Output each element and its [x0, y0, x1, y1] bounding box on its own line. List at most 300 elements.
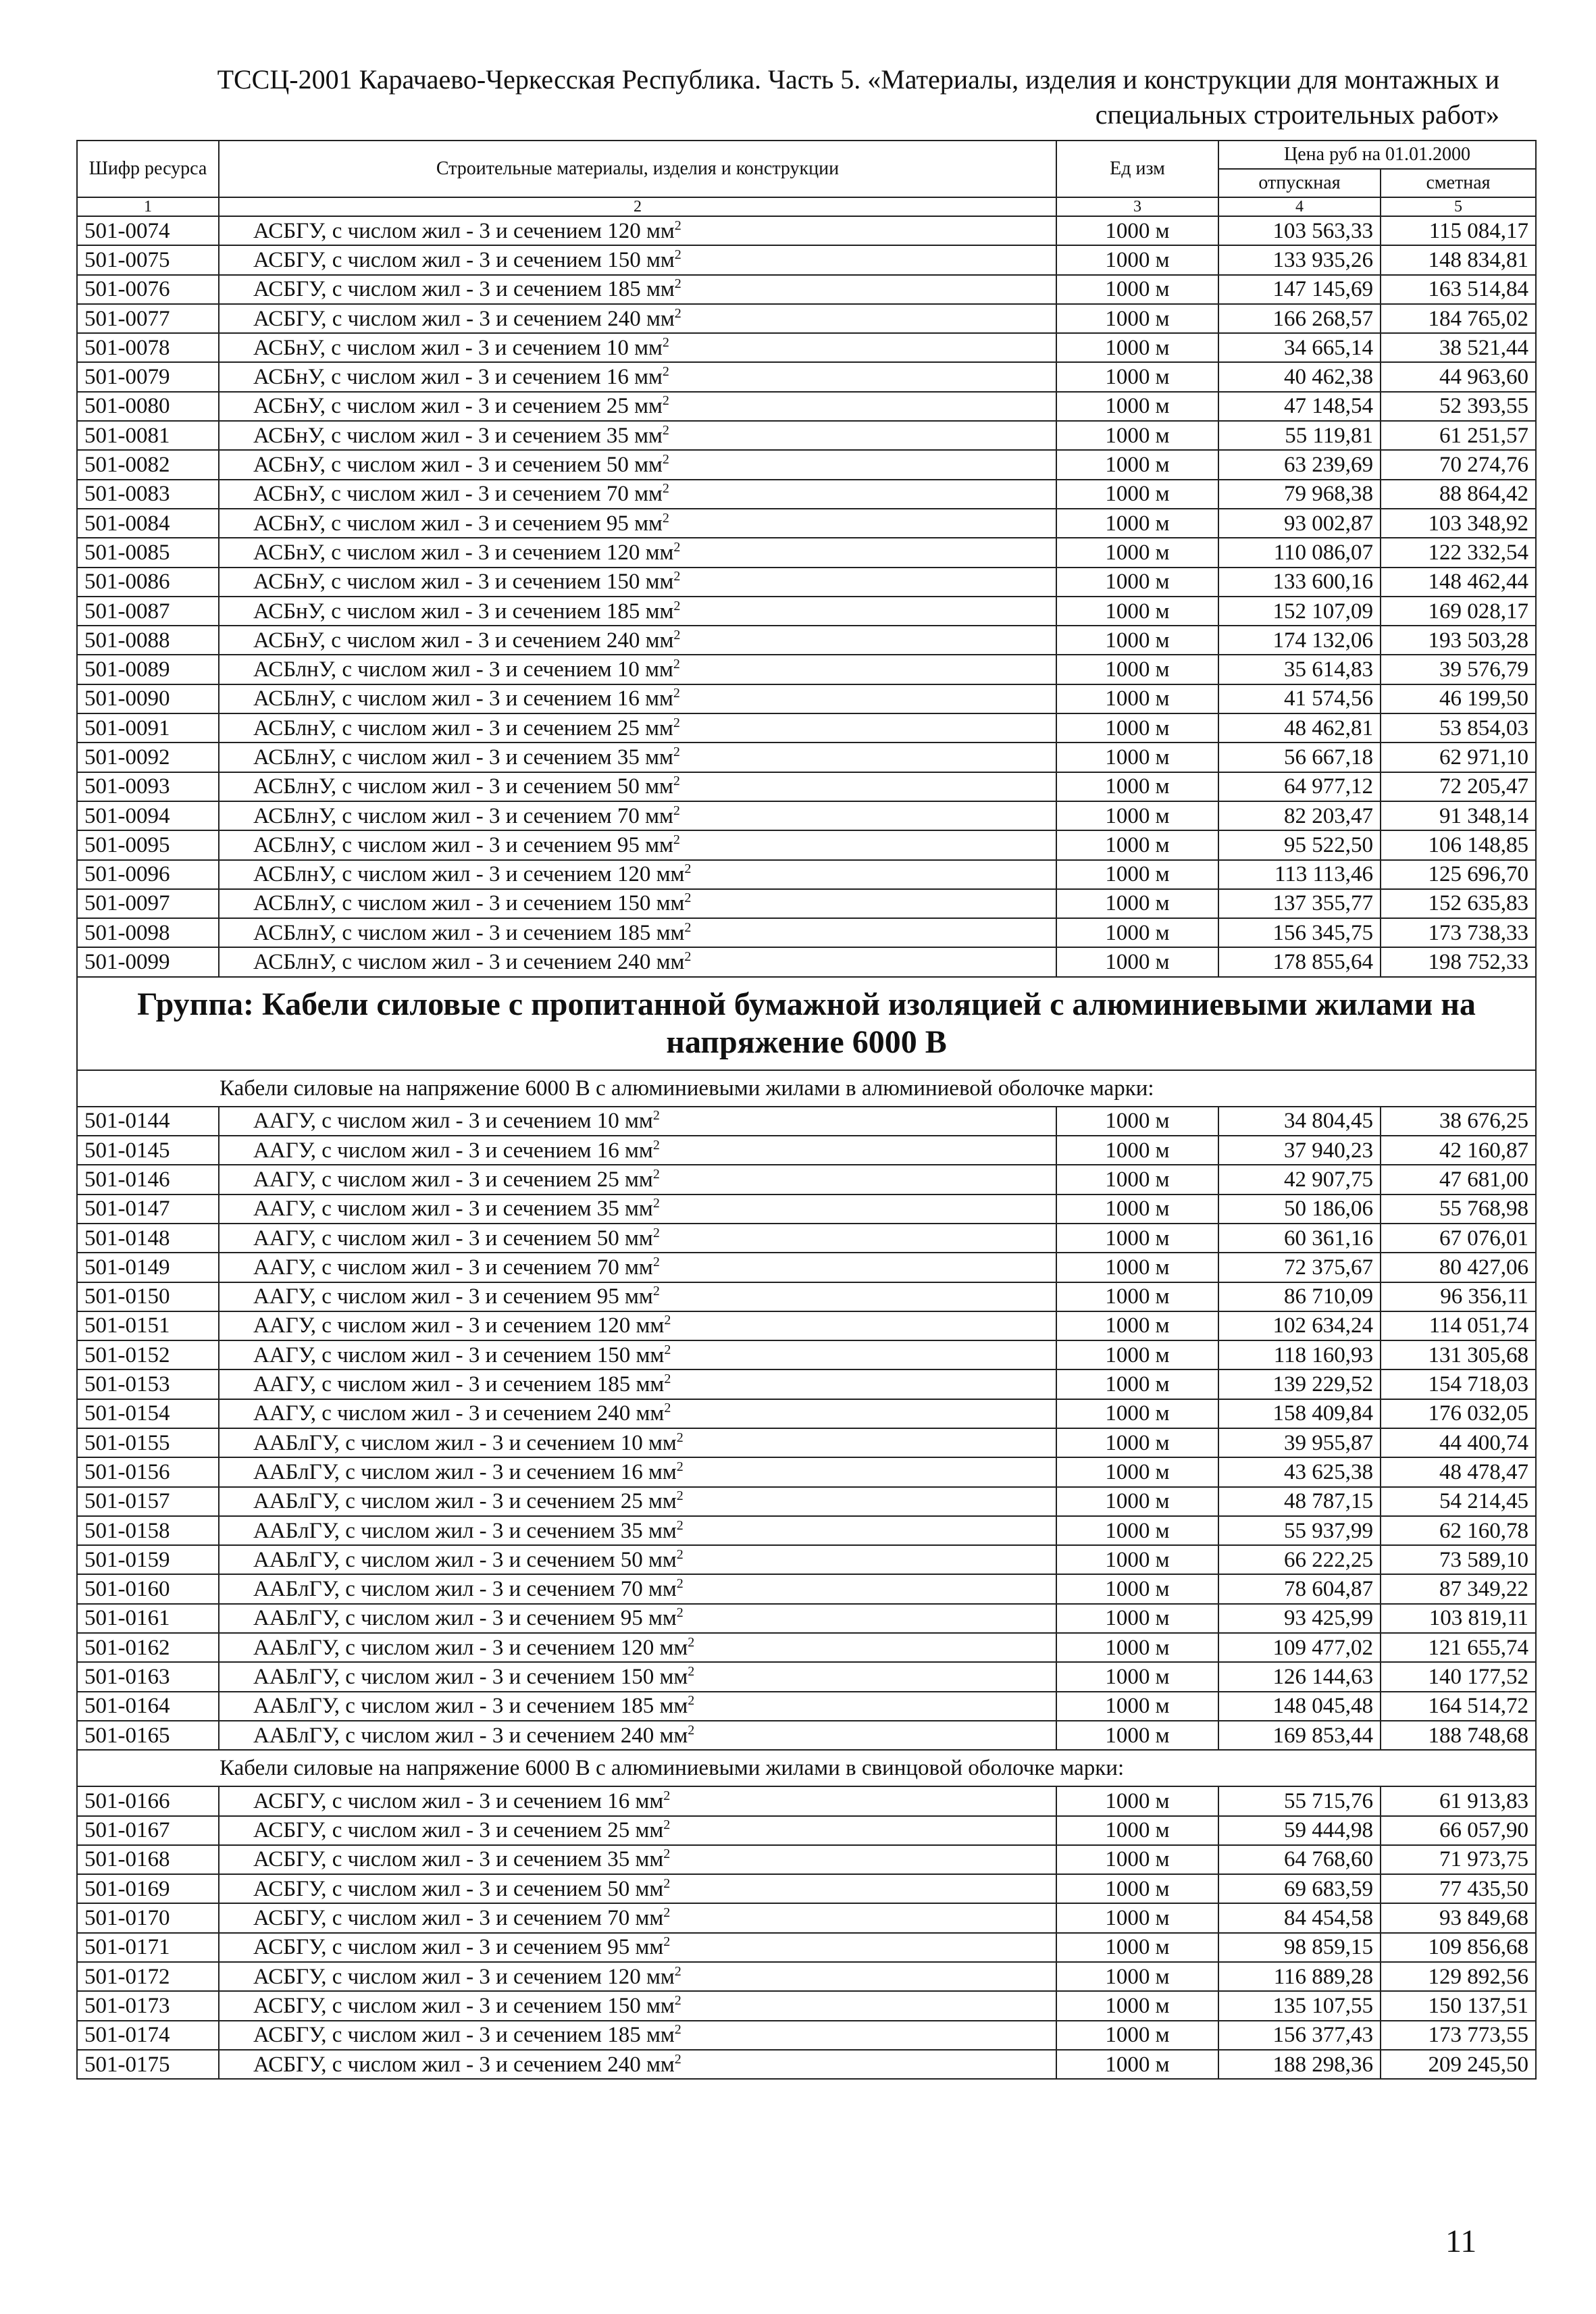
- material-name-text: АСБнУ, с числом жил - 3 и сечением 35 мм: [253, 423, 663, 448]
- estimate-price-text: 61 251,57: [1439, 423, 1529, 448]
- estimate-price: [1381, 1399, 1536, 1428]
- resource-code: [77, 275, 219, 304]
- estimate-price: [1381, 1311, 1536, 1340]
- estimate-price-text: 164 514,72: [1428, 1694, 1529, 1719]
- estimate-price-text: 47 681,00: [1439, 1167, 1529, 1192]
- release-price: [1218, 245, 1381, 274]
- squared-superscript: 2: [676, 1488, 684, 1504]
- table-row: [77, 421, 1536, 450]
- squared-superscript: 2: [676, 1576, 684, 1592]
- material-name-text: ААБлГУ, с числом жил - 3 и сечением 35 мм: [253, 1518, 677, 1543]
- unit-text: 1000 м: [1105, 335, 1170, 360]
- estimate-price: [1381, 772, 1536, 801]
- unit: [1056, 392, 1218, 421]
- release-price: [1218, 1311, 1381, 1340]
- estimate-price-text: 44 400,74: [1439, 1430, 1529, 1455]
- release-price-text: 102 634,24: [1272, 1313, 1373, 1338]
- squared-superscript: 2: [688, 1664, 695, 1679]
- unit: [1056, 1107, 1218, 1136]
- resource-code-text: 501-0153: [84, 1372, 170, 1397]
- unit-text: 1000 м: [1105, 1694, 1170, 1719]
- unit-text: 1000 м: [1105, 511, 1170, 536]
- estimate-price-text: 38 521,44: [1439, 335, 1529, 360]
- material-name: [219, 1340, 1056, 1369]
- release-price: [1218, 1457, 1381, 1486]
- squared-superscript: 2: [684, 920, 692, 935]
- release-price-text: 60 361,16: [1284, 1226, 1373, 1251]
- material-name: [219, 450, 1056, 479]
- header-code: Шифр ресурса: [77, 141, 219, 197]
- table-row: [77, 1962, 1536, 1991]
- estimate-price: [1381, 1662, 1536, 1691]
- material-name: [219, 304, 1056, 333]
- resource-code-text: 501-0151: [84, 1313, 170, 1338]
- header-release-price: отпускная: [1218, 169, 1381, 197]
- resource-code-text: 501-0083: [84, 482, 170, 507]
- unit-text: 1000 м: [1105, 628, 1170, 653]
- resource-code-text: 501-0087: [84, 599, 170, 624]
- resource-code: [77, 1604, 219, 1633]
- material-name-text: ААГУ, с числом жил - 3 и сечением 70 мм: [253, 1255, 653, 1280]
- unit: [1056, 1224, 1218, 1253]
- estimate-price-text: 61 913,83: [1439, 1788, 1529, 1813]
- resource-code-text: 501-0080: [84, 394, 170, 419]
- resource-code-text: 501-0161: [84, 1606, 170, 1631]
- squared-superscript: 2: [664, 1342, 671, 1357]
- squared-superscript: 2: [674, 276, 681, 292]
- material-name-text: АСБнУ, с числом жил - 3 и сечением 50 мм: [253, 453, 663, 478]
- squared-superscript: 2: [673, 832, 680, 847]
- resource-code-text: 501-0154: [84, 1401, 170, 1426]
- estimate-price: [1381, 1194, 1536, 1224]
- estimate-price: [1381, 918, 1536, 947]
- estimate-price: [1381, 1487, 1536, 1516]
- release-price: [1218, 2021, 1381, 2050]
- squared-superscript: 2: [673, 686, 680, 701]
- material-name: [219, 626, 1056, 655]
- squared-superscript: 2: [673, 715, 680, 730]
- release-price: [1218, 1399, 1381, 1428]
- resource-code: [77, 1903, 219, 1932]
- resource-code: [77, 1340, 219, 1369]
- squared-superscript: 2: [673, 569, 681, 584]
- estimate-price: [1381, 450, 1536, 479]
- material-name-text: АСБлнУ, с числом жил - 3 и сечением 16 мм: [253, 686, 673, 711]
- subheading: Кабели силовые на напряжение 6000 В с алюминиевыми жилами в свинцовой оболочке марки:: [77, 1750, 1536, 1786]
- resource-code: [77, 1487, 219, 1516]
- release-price: [1218, 1574, 1381, 1603]
- unit: [1056, 1457, 1218, 1486]
- material-name-text: ААБлГУ, с числом жил - 3 и сечением 16 мм: [253, 1459, 677, 1484]
- header-price: Цена руб на 01.01.2000: [1218, 141, 1536, 169]
- estimate-price-text: 54 214,45: [1439, 1489, 1529, 1514]
- material-name: [219, 1845, 1056, 1874]
- resource-code: [77, 1933, 219, 1962]
- material-name: [219, 568, 1056, 597]
- estimate-price-text: 114 051,74: [1428, 1313, 1529, 1338]
- unit: [1056, 1633, 1218, 1662]
- material-name: [219, 1253, 1056, 1282]
- release-price: [1218, 2050, 1381, 2079]
- unit-text: 1000 м: [1105, 1906, 1170, 1931]
- unit-text: 1000 м: [1105, 247, 1170, 272]
- price-table: [76, 140, 1537, 2080]
- release-price: [1218, 509, 1381, 538]
- unit: [1056, 333, 1218, 362]
- material-name: [219, 245, 1056, 274]
- material-name-text: ААГУ, с числом жил - 3 и сечением 16 мм: [253, 1138, 653, 1163]
- estimate-price-text: 176 032,05: [1428, 1401, 1529, 1426]
- unit-text: 1000 м: [1105, 1964, 1170, 1989]
- release-price-text: 86 710,09: [1284, 1284, 1373, 1309]
- release-price-text: 148 045,48: [1272, 1694, 1373, 1719]
- release-price-text: 110 086,07: [1273, 540, 1373, 565]
- squared-superscript: 2: [652, 1284, 660, 1299]
- resource-code-text: 501-0075: [84, 247, 170, 272]
- unit-text: 1000 м: [1105, 2052, 1170, 2077]
- table-row: [77, 304, 1536, 333]
- resource-code-text: 501-0159: [84, 1547, 170, 1572]
- table-row: [77, 568, 1536, 597]
- resource-code: [77, 1633, 219, 1662]
- column-numbers-row: [77, 197, 1536, 216]
- material-name: [219, 1933, 1056, 1962]
- resource-code: [77, 1692, 219, 1721]
- material-name-text: ААГУ, с числом жил - 3 и сечением 240 мм: [253, 1401, 665, 1426]
- estimate-price: [1381, 1136, 1536, 1165]
- material-name: [219, 1165, 1056, 1194]
- release-price: [1218, 480, 1381, 509]
- material-name: [219, 1487, 1056, 1516]
- resource-code-text: 501-0146: [84, 1167, 170, 1192]
- release-price: [1218, 713, 1381, 743]
- release-price-text: 78 604,87: [1284, 1577, 1373, 1602]
- unit: [1056, 1933, 1218, 1962]
- material-name-text: АСБГУ, с числом жил - 3 и сечением 185 мм: [253, 2023, 675, 2048]
- release-price-text: 59 444,98: [1284, 1818, 1373, 1843]
- resource-code: [77, 860, 219, 889]
- release-price-text: 152 107,09: [1272, 599, 1373, 624]
- material-name: [219, 1816, 1056, 1845]
- resource-code-text: 501-0077: [84, 306, 170, 331]
- release-price-text: 34 804,45: [1284, 1109, 1373, 1134]
- estimate-price: [1381, 275, 1536, 304]
- unit-text: 1000 м: [1105, 482, 1170, 507]
- release-price: [1218, 860, 1381, 889]
- unit: [1056, 743, 1218, 772]
- resource-code: [77, 1282, 219, 1311]
- estimate-price: [1381, 947, 1536, 976]
- release-price: [1218, 1428, 1381, 1457]
- resource-code: [77, 1816, 219, 1845]
- table-row: [77, 1662, 1536, 1691]
- estimate-price: [1381, 509, 1536, 538]
- table-row: [77, 450, 1536, 479]
- resource-code-text: 501-0089: [84, 657, 170, 682]
- estimate-price: [1381, 1962, 1536, 1991]
- estimate-price-text: 188 748,68: [1428, 1723, 1529, 1748]
- unit-text: 1000 м: [1105, 1167, 1170, 1192]
- resource-code-text: 501-0099: [84, 950, 170, 975]
- release-price-text: 126 144,63: [1272, 1665, 1373, 1689]
- resource-code-text: 501-0170: [84, 1906, 170, 1931]
- estimate-price: [1381, 1845, 1536, 1874]
- material-name-text: ААБлГУ, с числом жил - 3 и сечением 150 мм: [253, 1665, 688, 1689]
- estimate-price: [1381, 1903, 1536, 1932]
- release-price-text: 37 940,23: [1284, 1138, 1373, 1163]
- material-name-text: АСБлнУ, с числом жил - 3 и сечением 240 мм: [253, 950, 685, 975]
- unit: [1056, 1662, 1218, 1691]
- squared-superscript: 2: [662, 364, 669, 380]
- estimate-price: [1381, 1574, 1536, 1603]
- estimate-price: [1381, 655, 1536, 684]
- release-price-text: 64 977,12: [1284, 774, 1373, 799]
- release-price-text: 98 859,15: [1284, 1935, 1373, 1960]
- release-price-text: 158 409,84: [1272, 1401, 1373, 1426]
- release-price: [1218, 1194, 1381, 1224]
- material-name: [219, 1874, 1056, 1903]
- resource-code: [77, 480, 219, 509]
- estimate-price: [1381, 1721, 1536, 1750]
- group-title: Группа: Кабели силовые с пропитанной бумажной изоляцией с алюминиевыми жилами на напряжение 6000 В: [77, 977, 1536, 1070]
- table-row: [77, 480, 1536, 509]
- unit: [1056, 275, 1218, 304]
- material-name: [219, 1692, 1056, 1721]
- release-price: [1218, 1107, 1381, 1136]
- release-price-text: 69 683,59: [1284, 1876, 1373, 1901]
- release-price: [1218, 1545, 1381, 1574]
- squared-superscript: 2: [673, 539, 681, 555]
- resource-code-text: 501-0074: [84, 218, 170, 243]
- unit-text: 1000 м: [1105, 1138, 1170, 1163]
- resource-code: [77, 713, 219, 743]
- unit: [1056, 538, 1218, 567]
- unit: [1056, 1903, 1218, 1932]
- material-name-text: АСБнУ, с числом жил - 3 и сечением 240 мм: [253, 628, 674, 653]
- release-price-text: 135 107,55: [1272, 1993, 1373, 2018]
- release-price: [1218, 392, 1381, 421]
- unit: [1056, 1369, 1218, 1399]
- squared-superscript: 2: [673, 774, 680, 789]
- estimate-price-text: 173 773,55: [1428, 2023, 1529, 2048]
- resource-code: [77, 655, 219, 684]
- unit: [1056, 626, 1218, 655]
- estimate-price: [1381, 1428, 1536, 1457]
- material-name-text: АСБГУ, с числом жил - 3 и сечением 70 мм: [253, 1906, 664, 1931]
- estimate-price: [1381, 1816, 1536, 1845]
- table-row: [77, 801, 1536, 830]
- material-name-text: АСБГУ, с числом жил - 3 и сечением 25 мм: [253, 1818, 664, 1843]
- resource-code-text: 501-0084: [84, 511, 170, 536]
- material-name: [219, 1903, 1056, 1932]
- material-name-text: АСБлнУ, с числом жил - 3 и сечением 95 мм: [253, 832, 673, 857]
- unit: [1056, 1340, 1218, 1369]
- release-price: [1218, 1662, 1381, 1691]
- resource-code: [77, 918, 219, 947]
- resource-code-text: 501-0086: [84, 570, 170, 595]
- material-name-text: АСБнУ, с числом жил - 3 и сечением 25 мм: [253, 394, 663, 419]
- unit-text: 1000 м: [1105, 1876, 1170, 1901]
- resource-code-text: 501-0157: [84, 1489, 170, 1514]
- estimate-price: [1381, 421, 1536, 450]
- material-name-text: АСБГУ, с числом жил - 3 и сечением 150 мм: [253, 247, 675, 272]
- table-row: [77, 1136, 1536, 1165]
- release-price-text: 109 477,02: [1272, 1635, 1373, 1660]
- release-price-text: 48 462,81: [1284, 715, 1373, 740]
- unit: [1056, 597, 1218, 626]
- material-name-text: АСБнУ, с числом жил - 3 и сечением 95 мм: [253, 511, 663, 536]
- estimate-price: [1381, 304, 1536, 333]
- table-row: [77, 772, 1536, 801]
- unit: [1056, 1487, 1218, 1516]
- table-row: [77, 1903, 1536, 1932]
- release-price-text: 39 955,87: [1284, 1430, 1373, 1455]
- estimate-price-text: 131 305,68: [1428, 1342, 1529, 1367]
- table-row: [77, 333, 1536, 362]
- estimate-price-text: 53 854,03: [1439, 715, 1529, 740]
- resource-code-text: 501-0163: [84, 1665, 170, 1689]
- estimate-price: [1381, 1282, 1536, 1311]
- unit-text: 1000 м: [1105, 423, 1170, 448]
- table-row: [77, 1340, 1536, 1369]
- release-price-text: 113 113,46: [1274, 862, 1373, 887]
- estimate-price: [1381, 333, 1536, 362]
- resource-code-text: 501-0162: [84, 1635, 170, 1660]
- material-name-text: ААГУ, с числом жил - 3 и сечением 120 мм: [253, 1313, 665, 1338]
- release-price-text: 63 239,69: [1284, 453, 1373, 478]
- resource-code-text: 501-0095: [84, 832, 170, 857]
- table-row: [77, 2050, 1536, 2079]
- material-name: [219, 1428, 1056, 1457]
- material-name: [219, 1633, 1056, 1662]
- release-price: [1218, 1786, 1381, 1815]
- estimate-price-text: 169 028,17: [1428, 599, 1529, 624]
- table-row: [77, 1107, 1536, 1136]
- unit: [1056, 1845, 1218, 1874]
- material-name: [219, 362, 1056, 391]
- squared-superscript: 2: [673, 598, 681, 613]
- unit-text: 1000 м: [1105, 1665, 1170, 1689]
- material-name: [219, 480, 1056, 509]
- resource-code-text: 501-0078: [84, 335, 170, 360]
- release-price: [1218, 947, 1381, 976]
- estimate-price: [1381, 245, 1536, 274]
- estimate-price: [1381, 2050, 1536, 2079]
- squared-superscript: 2: [652, 1137, 660, 1153]
- squared-superscript: 2: [662, 334, 669, 350]
- squared-superscript: 2: [664, 1372, 671, 1387]
- estimate-price-text: 62 160,78: [1439, 1518, 1529, 1543]
- table-row: [77, 1874, 1536, 1903]
- unit-text: 1000 м: [1105, 2023, 1170, 2048]
- release-price-text: 56 667,18: [1284, 745, 1373, 770]
- unit-text: 1000 м: [1105, 745, 1170, 770]
- unit: [1056, 245, 1218, 274]
- material-name: [219, 1457, 1056, 1486]
- material-name-text: ААБлГУ, с числом жил - 3 и сечением 25 мм: [253, 1489, 677, 1514]
- resource-code-text: 501-0171: [84, 1935, 170, 1960]
- squared-superscript: 2: [664, 1313, 671, 1328]
- squared-superscript: 2: [676, 1517, 684, 1533]
- unit: [1056, 918, 1218, 947]
- table-row: [77, 275, 1536, 304]
- squared-superscript: 2: [663, 1905, 671, 1921]
- estimate-price: [1381, 1516, 1536, 1545]
- release-price-text: 48 787,15: [1284, 1489, 1373, 1514]
- release-price-text: 35 614,83: [1284, 657, 1373, 682]
- resource-code-text: 501-0165: [84, 1723, 170, 1748]
- estimate-price: [1381, 362, 1536, 391]
- resource-code: [77, 2021, 219, 2050]
- material-name: [219, 1662, 1056, 1691]
- squared-superscript: 2: [676, 1546, 684, 1562]
- material-name: [219, 1399, 1056, 1428]
- unit-text: 1000 м: [1105, 218, 1170, 243]
- squared-superscript: 2: [652, 1254, 660, 1269]
- estimate-price-text: 109 856,68: [1428, 1935, 1529, 1960]
- estimate-price-text: 39 576,79: [1439, 657, 1529, 682]
- table-row: [77, 1311, 1536, 1340]
- table-row: [77, 1428, 1536, 1457]
- resource-code-text: 501-0164: [84, 1694, 170, 1719]
- resource-code-text: 501-0147: [84, 1197, 170, 1222]
- material-name: [219, 830, 1056, 859]
- unit: [1056, 947, 1218, 976]
- material-name: [219, 333, 1056, 362]
- table-row: [77, 1516, 1536, 1545]
- estimate-price-text: 150 137,51: [1428, 1993, 1529, 2018]
- material-name-text: АСБлнУ, с числом жил - 3 и сечением 150 мм: [253, 891, 685, 916]
- release-price-text: 156 377,43: [1272, 2023, 1373, 2048]
- estimate-price-text: 193 503,28: [1428, 628, 1529, 653]
- resource-code-text: 501-0076: [84, 277, 170, 302]
- estimate-price-text: 209 245,50: [1428, 2052, 1529, 2077]
- squared-superscript: 2: [652, 1196, 660, 1211]
- subheading: Кабели силовые на напряжение 6000 В с алюминиевыми жилами в алюминиевой оболочке марки:: [77, 1070, 1536, 1107]
- material-name-text: АСБнУ, с числом жил - 3 и сечением 70 мм: [253, 482, 663, 507]
- release-price: [1218, 1516, 1381, 1545]
- release-price-text: 137 355,77: [1272, 891, 1373, 916]
- unit: [1056, 1874, 1218, 1903]
- squared-superscript: 2: [652, 1166, 660, 1182]
- release-price: [1218, 216, 1381, 245]
- unit: [1056, 1253, 1218, 1282]
- unit: [1056, 801, 1218, 830]
- unit-text: 1000 м: [1105, 1226, 1170, 1251]
- estimate-price-text: 77 435,50: [1439, 1876, 1529, 1901]
- squared-superscript: 2: [662, 393, 669, 409]
- resource-code-text: 501-0082: [84, 453, 170, 478]
- unit: [1056, 1282, 1218, 1311]
- release-price-text: 41 574,56: [1284, 686, 1373, 711]
- estimate-price: [1381, 2021, 1536, 2050]
- table-row: [77, 1253, 1536, 1282]
- table-row: [77, 1194, 1536, 1224]
- release-price: [1218, 1633, 1381, 1662]
- unit-text: 1000 м: [1105, 1342, 1170, 1367]
- column-number: 1: [77, 197, 219, 216]
- resource-code: [77, 947, 219, 976]
- release-price: [1218, 626, 1381, 655]
- resource-code: [77, 597, 219, 626]
- estimate-price: [1381, 1633, 1536, 1662]
- material-name-text: АСБГУ, с числом жил - 3 и сечением 16 мм: [253, 1788, 664, 1813]
- resource-code: [77, 538, 219, 567]
- release-price: [1218, 889, 1381, 918]
- table-row: [77, 889, 1536, 918]
- release-price: [1218, 1816, 1381, 1845]
- estimate-price-text: 96 356,11: [1440, 1284, 1529, 1309]
